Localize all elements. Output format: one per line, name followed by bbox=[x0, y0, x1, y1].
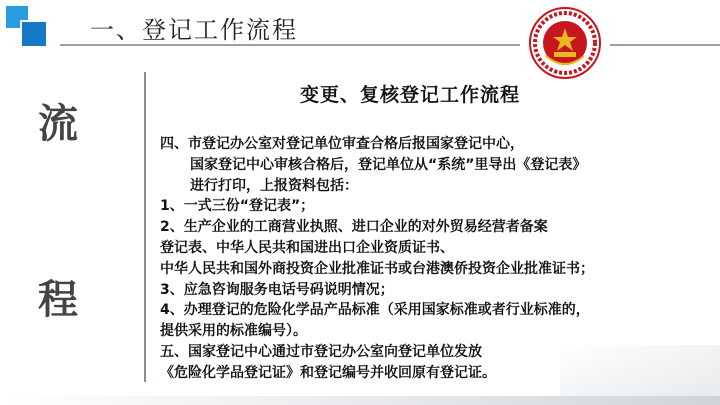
body-line: 登记表、中华人民共和国进出口企业资质证书、 bbox=[160, 239, 454, 256]
header-divider bbox=[60, 44, 520, 46]
national-emblem-seal-icon bbox=[528, 6, 602, 80]
logo-square-dark-icon bbox=[20, 20, 48, 48]
header-divider-right bbox=[610, 44, 720, 46]
body-line: 国家登记中心审核合格后，登记单位从“系统”里导出《登记表》 bbox=[190, 156, 587, 173]
body-line: 2、生产企业的工商营业执照、进口企业的对外贸易经营者备案 bbox=[160, 219, 548, 236]
body-line: 4、办理登记的危险化学品产品标准（采用国家标准或者行业标准的， bbox=[160, 302, 590, 319]
body-line: 1、一式三份“登记表”； bbox=[160, 198, 315, 215]
body-line: 进行打印，上报资料包括： bbox=[190, 177, 358, 194]
body-line: 五、国家登记中心通过市登记办公室向登记单位发放 bbox=[160, 343, 482, 360]
body-line: 《危险化学品登记证》和登记编号并收回原有登记证。 bbox=[160, 364, 496, 381]
bottom-decoration bbox=[0, 396, 720, 405]
vertical-divider bbox=[144, 72, 146, 382]
body-line: 提供采用的标准编号）。 bbox=[160, 323, 307, 340]
side-char-top: 流 bbox=[38, 101, 78, 147]
section-subtitle: 变更、复核登记工作流程 bbox=[300, 84, 521, 106]
side-char-bottom: 程 bbox=[38, 277, 78, 323]
body-line: 3、应急咨询服务电话号码说明情况； bbox=[160, 281, 394, 298]
page-title: 一、登记工作流程 bbox=[90, 16, 298, 44]
body-line: 中华人民共和国外商投资企业批准证书或台港澳侨投资企业批准证书； bbox=[160, 260, 594, 277]
body-line: 四、市登记办公室对登记单位审查合格后报国家登记中心， bbox=[160, 136, 524, 152]
